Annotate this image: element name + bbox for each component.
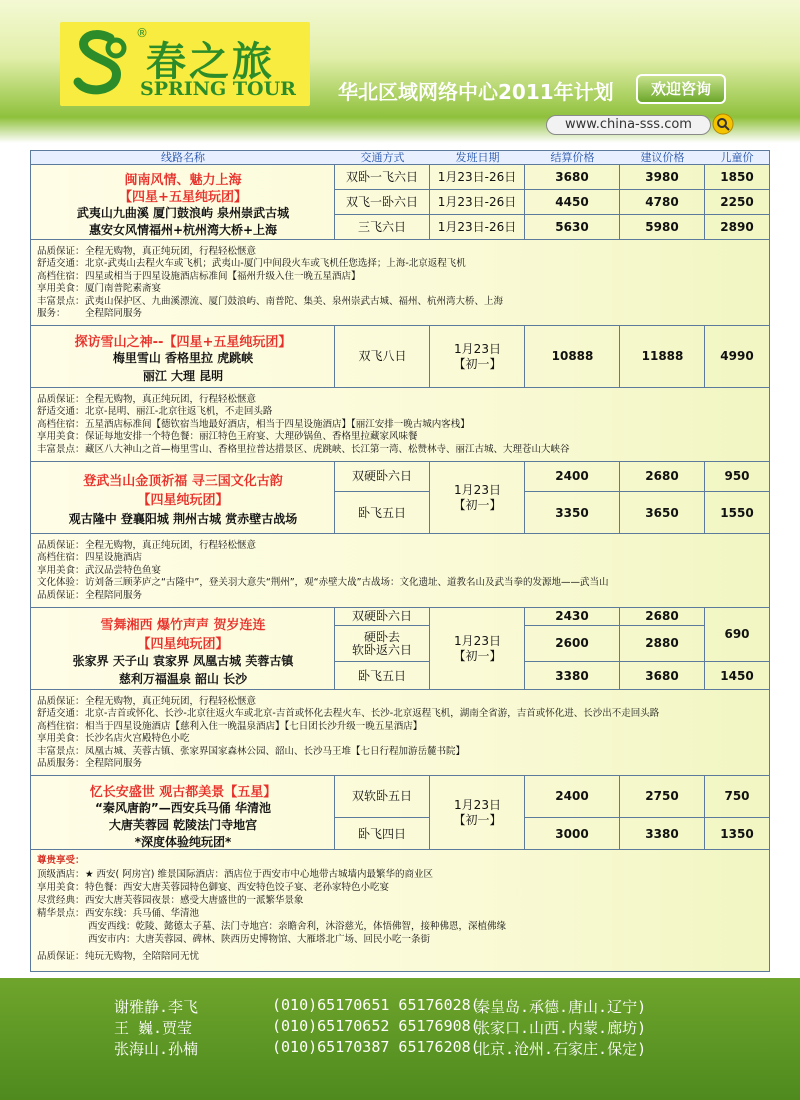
- col-suggest: 建议价格: [640, 151, 685, 164]
- route-3-mode-1: 双硬卧六日: [335, 462, 429, 492]
- route-4-mode-3: 卧飞五日: [357, 668, 406, 683]
- consult-button[interactable]: 欢迎咨询: [636, 74, 726, 104]
- route-1-details: 品质保证：全程无购物，真正纯玩团，行程轻松惬意 舒适交通：北京-武夷山去程火车或飞机；武夷山-厦门中间段火车或飞机任您选择；上海-北京返程飞机 高档住宿：四星或相当于四星设施酒店标准间【福州升级入住一晚五星酒店】 享用美食：厦门南普陀素斋宴 丰富景点：武夷山保护区、九曲溪漂流、厦门鼓浪屿、南普陀、集美、泉州崇武古城、福州、杭州湾大桥、上海 服务： 全程陪同服务: [31, 240, 769, 326]
- route-5-name: 忆长安盛世 观古都美景【五星】 “秦风唐韵”—西安兵马俑 华清池 大唐芙蓉园 乾陵法门寺地宫 *深度体验纯玩团*: [31, 776, 335, 849]
- contact-2-name: 王 巍.贾莹: [114, 1019, 193, 1037]
- route-5-row: 忆长安盛世 观古都美景【五星】 “秦风唐韵”—西安兵马俑 华清池 大唐芙蓉园 乾陵法门寺地宫 *深度体验纯玩团* 双软卧五日 卧飞四日 1月23日 【初一】 2400 3000 2750 3380 750 1350: [31, 776, 769, 850]
- contact-3-name: 张海山.孙楠: [114, 1040, 199, 1058]
- route-2-details: 品质保证：全程无购物，真正纯玩团，行程轻松惬意 舒适交通：北京-昆明、丽江-北京往返飞机，不走回头路 高档住宿：五星酒店标准间【德钦宿当地最好酒店，相当于四星设施酒店】【丽江安排一晚古城内客栈】 享用美食：保证每地安排一个特色餐：丽江特色王府宴、大理砂锅鱼、香格里拉藏家风味餐 丰富景点：藏区八大神山之首—梅里雪山、香格里拉普达措景区、虎跳峡、长江第一湾、松赞林寺、丽江古城、大理苍山大峡谷: [31, 388, 769, 462]
- col-route: 线路名称: [161, 151, 205, 164]
- route-4-details: 品质保证：全程无购物，真正纯玩团，行程轻松惬意 舒适交通：北京-吉首或怀化、长沙-北京往返火车或北京-吉首或怀化去程火车、长沙-北京返程飞机，湖南全省游，吉首或怀化进、长沙出不走回头路 高档住宿：相当于四星设施酒店【慈利入住一晚温泉酒店】【七日团长沙升级一晚五星酒店】 享用美食：长沙名店火宫殿特色小吃 丰富景点：凤凰古城、芙蓉古镇、张家界国家森林公园、韶山、长沙马王堆【七日行程加游岳麓书院】 品质服务：全程陪同服务: [31, 690, 769, 776]
- route-3-row: 登武当山金顶祈福 寻三国文化古韵 【四星纯玩团】 观古隆中 登襄阳城 荆州古城 赏赤壁古战场 双硬卧六日 卧飞五日 1月23日 【初一】 2400 3350 2680 3650 950 1550: [31, 462, 769, 534]
- col-settle: 结算价格: [550, 151, 595, 164]
- route-3-name: 登武当山金顶祈福 寻三国文化古韵 【四星纯玩团】 观古隆中 登襄阳城 荆州古城 赏赤壁古战场: [31, 462, 335, 533]
- contact-2-area: 张家口.山西.内蒙.廊坊): [475, 1019, 647, 1037]
- route-5-mode-1: 双软卧五日: [335, 776, 429, 818]
- contact-1-area: 秦皇岛.承德.唐山.辽宁): [475, 998, 647, 1016]
- col-date: 发班日期: [455, 151, 500, 164]
- contact-3-area: 北京.沧州.石家庄.保定): [475, 1040, 647, 1058]
- contact-3-phone[interactable]: (010)65170387 65176208(: [272, 1038, 480, 1056]
- route-3-mode-2: 卧飞五日: [357, 505, 406, 520]
- route-4-row: 雪舞湘西 爆竹声声 贺岁连连 【四星纯玩团】 张家界 天子山 袁家界 凤凰古城 芙蓉古镇 慈利万福温泉 韶山 长沙 双硬卧六日 硬卧去 软卧返六日 卧飞五日 1月23日 【初一】 2430 2600 3380 2680 2880 3680 690 1450: [31, 608, 769, 690]
- route-2-name: 探访雪山之神--【四星+五星纯玩团】 梅里雪山 香格里拉 虎跳峡 丽江 大理 昆明: [31, 326, 335, 387]
- route-4-date: 1月23日 【初一】: [453, 633, 502, 663]
- route-1-row: 闽南风情、魅力上海 【四星+五星纯玩团】 武夷山九曲溪 厦门鼓浪屿 泉州崇武古城 惠安女风情福州+杭州湾大桥+上海 双卧一飞六日 双飞一卧六日 三飞六日 1月23日-26日 1月23日-26日 1月23日-26日 3680 4450 5630 3980 4780 5980 1850 2250 2890: [31, 165, 769, 240]
- route-4-mode-2: 硬卧去 软卧返六日: [335, 626, 429, 662]
- brand-name-cn: 春之旅: [146, 38, 275, 85]
- contact-footer: [0, 978, 800, 1100]
- brand-name-en: SPRING TOUR: [140, 78, 296, 100]
- route-table: [30, 150, 770, 972]
- route-2-date: 1月23日 【初一】: [453, 341, 502, 371]
- col-child: 儿童价: [720, 151, 754, 164]
- search-icon[interactable]: [712, 113, 734, 135]
- route-5-details: 尊贵享受： 顶级酒店：★ 西安( 阿房宫) 维景国际酒店：酒店位于西安市中心地带古城墙内最繁华的商业区 享用美食：特色餐：西安大唐芙蓉园特色御宴、西安特色饺子宴、老孙家特色小吃宴 尽赏经典：西安大唐芙蓉园夜景：感受大唐盛世的一派繁华景象 精华景点：西安东线：兵马俑、华清池 西安西线：乾陵、懿德太子墓、法门寺地宫：亲瞻舍利，沐浴慈光，体悟佛智，接种佛恩，深植佛缘 西安市内：大唐芙蓉园、碑林、陕西历史博物馆、大雁塔北广场、回民小吃一条街 品质保证：纯玩无购物，全陪陪同无忧: [37, 855, 507, 962]
- plan-title: 华北区域网络中心2011年计划: [338, 80, 614, 104]
- route-1-mode-1: 双卧一飞六日: [335, 165, 429, 190]
- header-banner: [0, 0, 800, 143]
- route-1-mode-3: 三飞六日: [357, 220, 406, 234]
- contact-1-phone[interactable]: (010)65170651 65176028(: [272, 996, 480, 1014]
- route-2-mode: 双飞八日: [358, 349, 407, 363]
- spring-logo-icon: [70, 28, 132, 98]
- contact-2-phone[interactable]: (010)65170652 65176908(: [272, 1017, 480, 1035]
- col-transport: 交通方式: [360, 151, 405, 164]
- route-1-name: 闽南风情、魅力上海 【四星+五星纯玩团】 武夷山九曲溪 厦门鼓浪屿 泉州崇武古城 惠安女风情福州+杭州湾大桥+上海: [31, 165, 335, 239]
- route-4-mode-1: 双硬卧六日: [335, 608, 429, 626]
- route-2-row: 探访雪山之神--【四星+五星纯玩团】 梅里雪山 香格里拉 虎跳峡 丽江 大理 昆明 双飞八日 1月23日 【初一】 10888 11888 4990: [31, 326, 769, 388]
- logo: [60, 22, 310, 106]
- route-1-mode-2: 双飞一卧六日: [335, 190, 429, 215]
- registered-mark: ®: [136, 26, 148, 40]
- website-url[interactable]: www.china-sss.com: [546, 115, 711, 135]
- route-5-mode-2: 卧飞四日: [357, 826, 406, 841]
- route-3-details: 品质保证：全程无购物，真正纯玩团，行程轻松惬意 高档住宿：四星设施酒店 享用美食：武汉品尝特色鱼宴 文化体验：访刘备三顾茅庐之“古隆中”，登关羽大意失“荆州”，观“赤壁大战”古战场：文化遗址、道教名山及武当拳的发源地——武当山 品质保证：全程陪同服务: [31, 534, 769, 608]
- route-4-name: 雪舞湘西 爆竹声声 贺岁连连 【四星纯玩团】 张家界 天子山 袁家界 凤凰古城 芙蓉古镇 慈利万福温泉 韶山 长沙: [31, 608, 335, 689]
- table-header: [31, 151, 769, 165]
- route-5-date: 1月23日 【初一】: [453, 797, 502, 827]
- contact-1-name: 谢雅静.李飞: [114, 998, 199, 1016]
- route-3-date: 1月23日 【初一】: [453, 482, 502, 512]
